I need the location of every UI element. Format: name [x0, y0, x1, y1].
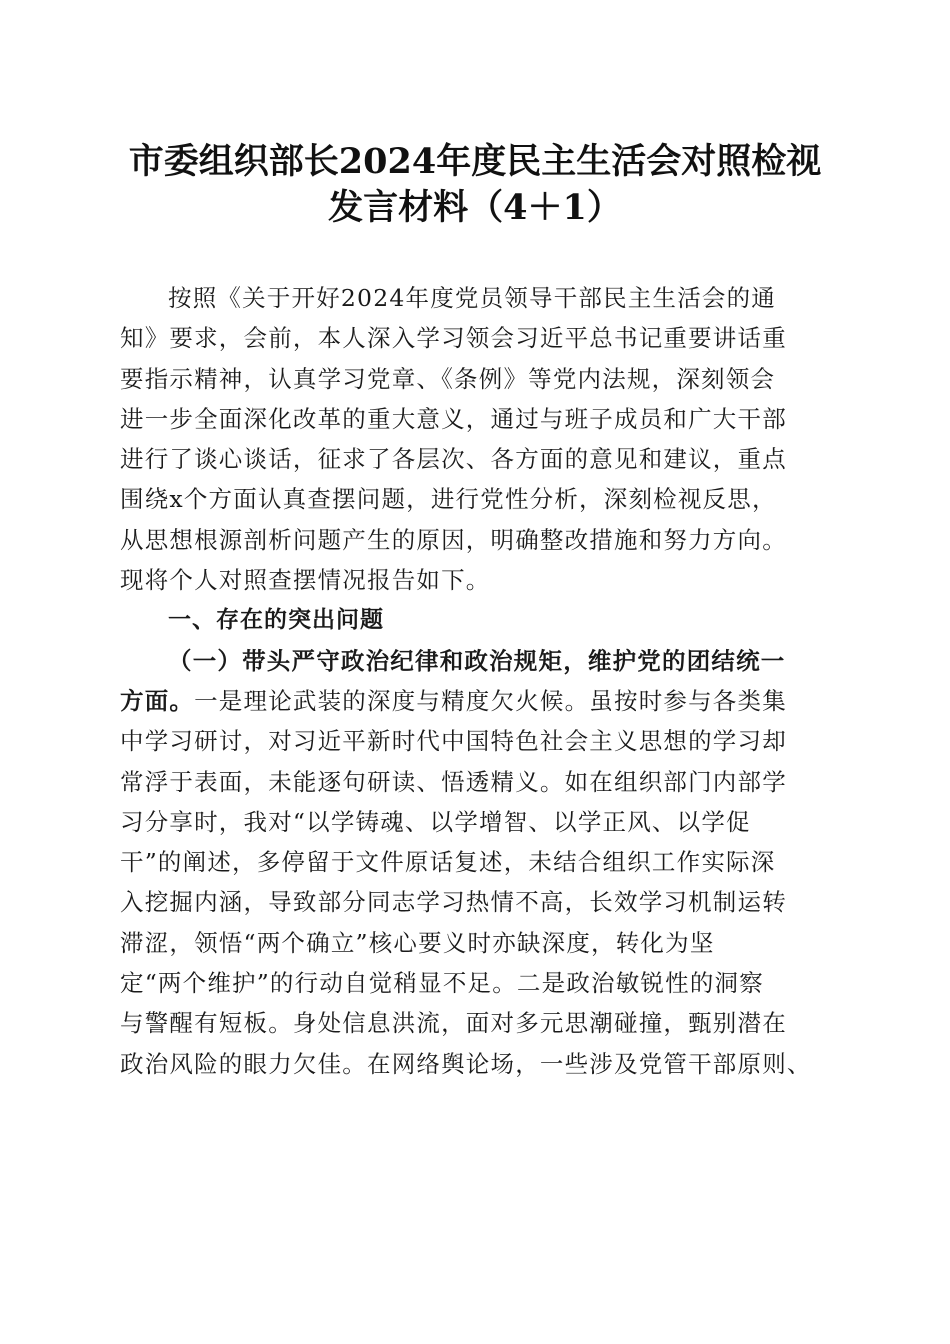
intro-line: 从思想根源剖析问题产生的原因，明确整改措施和努力方向。	[120, 525, 787, 554]
intro-line: 进行了谈心谈话，征求了各层次、各方面的意见和建议，重点	[120, 445, 787, 474]
body-line: 定“两个维护”的行动自觉稍显不足。二是政治敏锐性的洞察	[120, 969, 764, 998]
body-line: 习分享时，我对“以学铸魂、以学增智、以学正风、以学促	[120, 807, 751, 836]
body-line: 入挖掘内涵，导致部分同志学习热情不高，长效学习机制运转	[120, 888, 787, 917]
body-line: 常浮于表面，未能逐句研读、悟透精义。如在组织部门内部学	[120, 767, 787, 796]
intro-line: 现将个人对照查摆情况报告如下。	[120, 566, 491, 595]
intro-line: 按照《关于开好2024年度党员领导干部民主生活会的通	[168, 284, 777, 312]
document-subtitle	[100, 184, 850, 232]
subsection-title: （一）带头严守政治纪律和政治规矩，维护党的团结统一	[168, 646, 786, 675]
body-line: 中学习研讨，对习近平新时代中国特色社会主义思想的学习却	[120, 727, 787, 756]
body-line: 政治风险的眼力欠佳。在网络舆论场，一些涉及党管干部原则、	[120, 1049, 812, 1078]
title-line-2: 发言材料（4＋1）	[328, 187, 622, 228]
body-text: 一是理论武装的深度与精度欠火候。虽按时参与各类集	[194, 686, 787, 715]
document-body	[120, 278, 830, 1084]
intro-line: 知》要求，会前，本人深入学习领会习近平总书记重要讲话重	[120, 324, 787, 353]
intro-line: 要指示精神，认真学习党章、《条例》等党内法规，深刻领会	[120, 364, 776, 393]
body-line: 与警醒有短板。身处信息洪流，面对多元思潮碰撞，甄别潜在	[120, 1009, 787, 1038]
body-line: 滞涩，领悟“两个确立”核心要义时亦缺深度，转化为坚	[120, 928, 715, 957]
subsection-title-end: 方面。	[120, 686, 195, 715]
document-title	[100, 138, 850, 186]
section-heading: 一、存在的突出问题	[168, 607, 384, 634]
title-line-1: 市委组织部长2024年度民主生活会对照检视	[128, 141, 822, 182]
intro-line: 进一步全面深化改革的重大意义，通过与班子成员和广大干部	[120, 404, 787, 433]
body-line: 干”的阐述，多停留于文件原话复述，未结合组织工作实际深	[120, 848, 776, 877]
intro-line: 围绕x个方面认真查摆问题，进行党性分析，深刻检视反思，	[120, 485, 777, 514]
subsection-first-line	[120, 681, 830, 721]
